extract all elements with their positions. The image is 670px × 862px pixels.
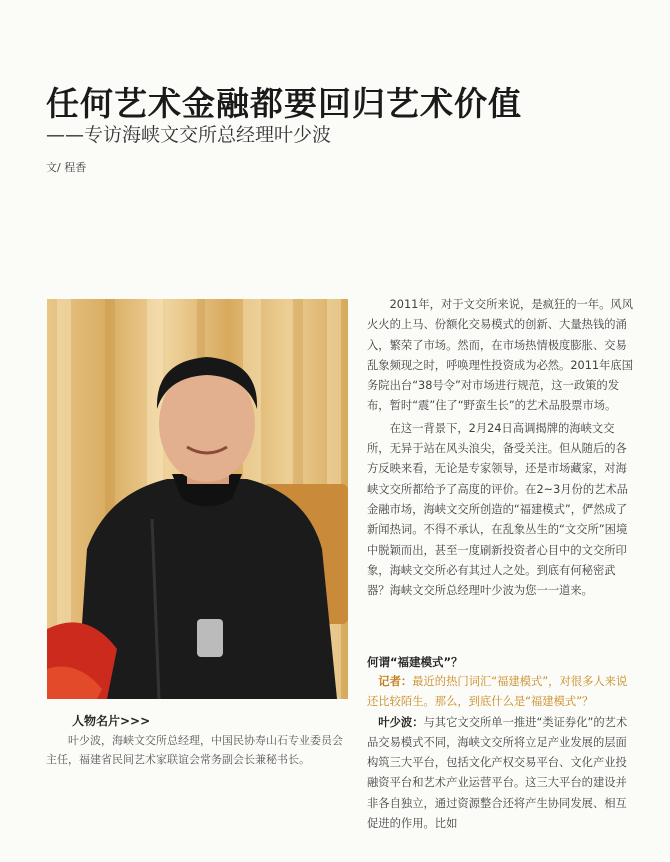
portrait-photo [47, 299, 348, 699]
byline-prefix: 文/ [46, 161, 61, 174]
question-text: 最近的热门词汇“福建模式”，对很多人来说还比较陌生。那么，到底什么是“福建模式”？ [367, 675, 628, 709]
qa-block [367, 672, 635, 834]
portrait-illustration [47, 299, 348, 699]
caption-text: 叶少波，海峡文交所总经理，中国民协寿山石专业委员会主任，福建省民间艺术家联谊会常务副会长兼秘书长。 [46, 734, 343, 766]
article-subtitle: ——专访海峡文交所总经理叶少波 [46, 124, 332, 146]
body-paragraph: 2011年，对于文交所来说，是疯狂的一年。风风火火的上马、份额化交易模式的创新、大量热钱的涌入，繁荣了市场。然而，在市场热情极度膨胀、交易乱象频现之时，呼唤理性投资成为必然。2011年底国务院出台“38号令”对市场进行规范，这一政策的发布，暂时“震”住了“野蛮生长”的艺术品股票市场。 [367, 298, 633, 413]
byline [46, 159, 86, 175]
answer-text: 与其它文交所单一推进“类证券化”的艺术品交易模式不同，海峡文交所将立足产业发展的层面构筑三大平台，包括文化产权交易平台、文化产业投融资平台和艺术产业运营平台。这三大平台的建设并非各自独立，通过资源整合还将产生协同发展、相互促进的作用。比如 [367, 715, 628, 831]
question-paragraph [367, 672, 635, 713]
section-title: 何谓“福建模式”？ [367, 655, 463, 669]
caption-title: 人物名片>>> [72, 714, 151, 728]
answer-speaker: 叶少波： [378, 715, 424, 729]
body-column [367, 295, 635, 601]
author-name: 程香 [64, 161, 87, 174]
body-paragraph: 在这一背景下，2月24日高调揭牌的海峡文交所，无异于站在风头浪尖，备受关注。但从随后的各方反映来看，无论是专家领导，还是市场藏家，对海峡文交所都给予了高度的评价。在2~3月份的艺术品金融市场，海峡文交所创造的“福建模式”，俨然成了新闻热词。不得不承认，在乱象丛生的“文交所”困境中脱颖而出，甚至一度刷新投资者心目中的文交所印象，海峡文交所必有其过人之处。到底有何秘密武器？海峡文交所总经理叶少波为您一一道来。 [367, 421, 629, 598]
answer-paragraph [367, 713, 635, 835]
question-speaker: 记者： [378, 675, 413, 688]
article-title: 任何艺术金融都要回归艺术价值 [46, 84, 522, 123]
